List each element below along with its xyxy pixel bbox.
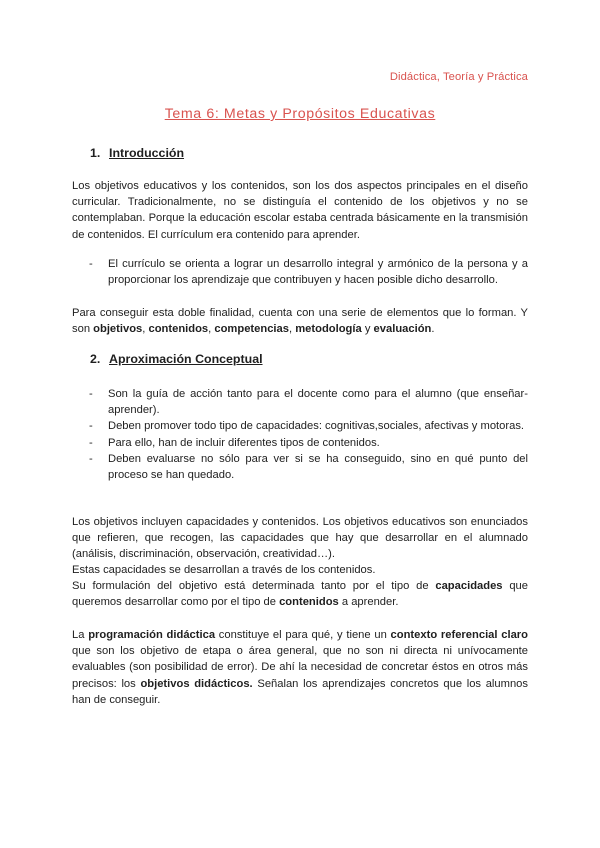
paragraph: La programación didáctica constituye el para qué, y tiene un contexto referencial claro que son los objetivo de etapa o área general, que no son ni directa ni unívocamente evaluables (son posibilidad de error). De ahí la necesidad de concretar éstos en otros más precisos: los objetivos didácticos. Señalan los aprendizajes concretos que los alumnos han de conseguir. [72,629,528,706]
list-item: - Deben promover todo tipo de capacidades: cognitivas,sociales, afectivas y motoras. [89,420,525,433]
section-title: Introducción [109,146,185,160]
list-item: - Deben evaluarse no sólo para ver si se ha conseguido, sino en qué punto del proceso se han quedado. [89,452,528,482]
section-title: Aproximación Conceptual [109,352,263,366]
list-item: - Para ello, han de incluir diferentes tipos de contenidos. [89,436,380,449]
paragraph: Los objetivos incluyen capacidades y contenidos. Los objetivos educativos son enunciados que refieren, que recogen, las capacidades que hay que desarrollar en el alumnado (análisis, discriminación, observación, creatividad…). [72,516,528,561]
section-heading-aproximacion [90,352,263,366]
list-item: - Son la guía de acción tanto para el docente como para el alumno (que enseñar-aprender). [89,388,528,417]
paragraph: Estas capacidades se desarrollan a través de los contenidos. [72,564,376,576]
section-number: 1. [90,146,101,160]
paragraph: Para conseguir esta doble finalidad, cuenta con una serie de elementos que lo forman. Y son objetivos, contenidos, competencias, metodología y evaluación. [72,307,528,336]
list-item: - El currículo se orienta a lograr un desarrollo integral y armónico de la persona y a proporcionar los aprendizaje que contribuyen y hacen posible dicho desarrollo. [89,258,528,287]
bullet-list [72,256,528,288]
page-title: Tema 6: Metas y Propósitos Educativas [164,106,436,122]
bullet-list [72,386,528,483]
section-heading-introduccion [90,146,184,160]
section-number: 2. [90,352,101,366]
paragraph: Su formulación del objetivo está determinada tanto por el tipo de capacidades que queremos desarrollar como por el tipo de contenidos a aprender. [72,580,528,609]
paragraph: Los objetivos educativos y los contenidos, son los dos aspectos principales en el diseño curricular. Tradicionalmente, no se distinguía el contenido de los objetivos y no se contemplaban. Porque la educación escolar estaba centrada básicamente en la transmisión de contenidos. El currículum era contenido para aprender. [72,180,528,241]
course-header: Didáctica, Teoría y Práctica [389,71,528,83]
